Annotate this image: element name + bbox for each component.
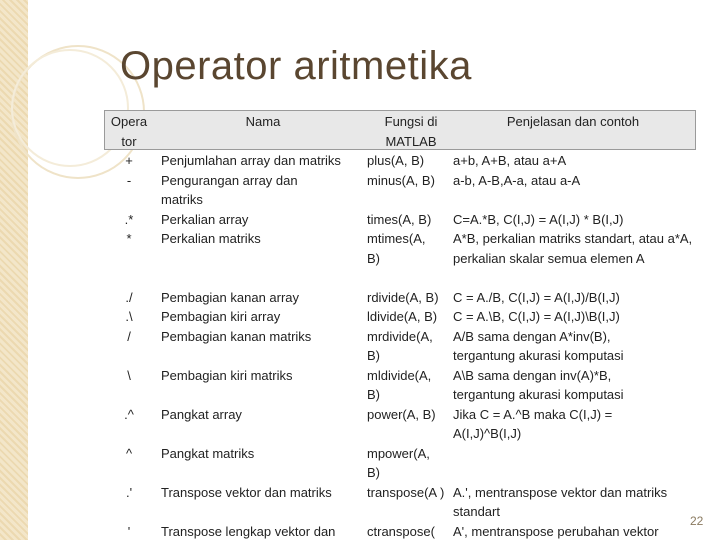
- cell-description: A*B, perkalian matriks standart, atau a*A, perkalian skalar semua elemen A: [453, 231, 693, 266]
- cell-description: a+b, A+B, atau a+A: [453, 153, 567, 168]
- cell-name: Pembagian kiri array: [161, 309, 281, 324]
- cell-description: A\B sama dengan inv(A)*B, tergantung akurasi komputasi: [453, 367, 624, 402]
- cell-function: transpose(A ): [367, 484, 445, 500]
- cell-operator: +: [125, 153, 133, 168]
- cell-name: Pangkat array: [161, 406, 242, 422]
- cell-description: A/B sama dengan A*inv(B), tergantung akurasi komputasi: [453, 328, 624, 363]
- cell-name: Transpose lengkap vektor dan: [161, 523, 336, 539]
- cell-description: A.', mentranspose vektor dan matriks standart: [453, 484, 668, 519]
- cell-operator: .\: [125, 309, 133, 324]
- cell-operator: .^: [124, 406, 134, 422]
- cell-operator: /: [127, 328, 131, 344]
- cell-description: a-b, A-B,A-a, atau a-A: [453, 172, 581, 188]
- cell-function: times(A, B): [367, 211, 432, 227]
- cell-operator: .*: [124, 211, 134, 227]
- cell-name: Pembagian kanan matriks: [161, 328, 312, 344]
- cell-name: Pengurangan array dan matriks: [161, 172, 298, 207]
- cell-operator: \: [127, 367, 131, 383]
- cell-operator: ^: [125, 445, 133, 461]
- cell-name: Penjumlahan array dan matriks: [161, 153, 341, 168]
- cell-function: ldivide(A, B): [367, 309, 438, 324]
- cell-operator: *: [126, 231, 132, 246]
- cell-operator: .': [125, 484, 133, 500]
- header-description: Penjelasan dan contoh: [506, 114, 640, 129]
- header-function: Fungsi di MATLAB: [384, 114, 438, 149]
- cell-description: C=A.*B, C(I,J) = A(I,J) * B(I,J): [453, 211, 624, 227]
- cell-function: minus(A, B): [367, 172, 435, 188]
- operator-table: [104, 110, 696, 540]
- cell-operator: ./: [125, 289, 133, 305]
- cell-name: Pembagian kiri matriks: [161, 367, 293, 383]
- cell-name: Pangkat matriks: [161, 445, 255, 461]
- cell-operator: ': [127, 523, 131, 539]
- cell-function: plus(A, B): [367, 153, 425, 168]
- cell-name: Pembagian kanan array: [161, 289, 300, 305]
- cell-function: mtimes(A, B): [367, 231, 426, 266]
- cell-name: Perkalian array: [161, 211, 249, 227]
- header-name: Nama: [245, 114, 281, 129]
- cell-function: rdivide(A, B): [367, 289, 439, 305]
- cell-function: mldivide(A, B): [367, 367, 432, 402]
- cell-name: Transpose vektor dan matriks: [161, 484, 332, 500]
- cell-function: ctranspose(: [367, 523, 435, 539]
- cell-description: A', mentranspose perubahan vektor: [453, 523, 659, 539]
- cell-description: C = A./B, C(I,J) = A(I,J)/B(I,J): [453, 289, 620, 305]
- header-operator: Opera tor: [110, 114, 148, 149]
- cell-function: mrdivide(A, B): [367, 328, 433, 363]
- cell-description: C = A.\B, C(I,J) = A(I,J)\B(I,J): [453, 309, 620, 324]
- cell-description: Jika C = A.^B maka C(I,J) = A(I,J)^B(I,J): [453, 406, 613, 441]
- page-title: Operator aritmetika: [120, 44, 472, 88]
- cell-function: power(A, B): [367, 406, 436, 422]
- cell-name: Perkalian matriks: [161, 231, 261, 246]
- page-number: 22: [690, 514, 704, 528]
- cell-function: mpower(A, B): [367, 445, 430, 480]
- cell-operator: -: [126, 172, 132, 188]
